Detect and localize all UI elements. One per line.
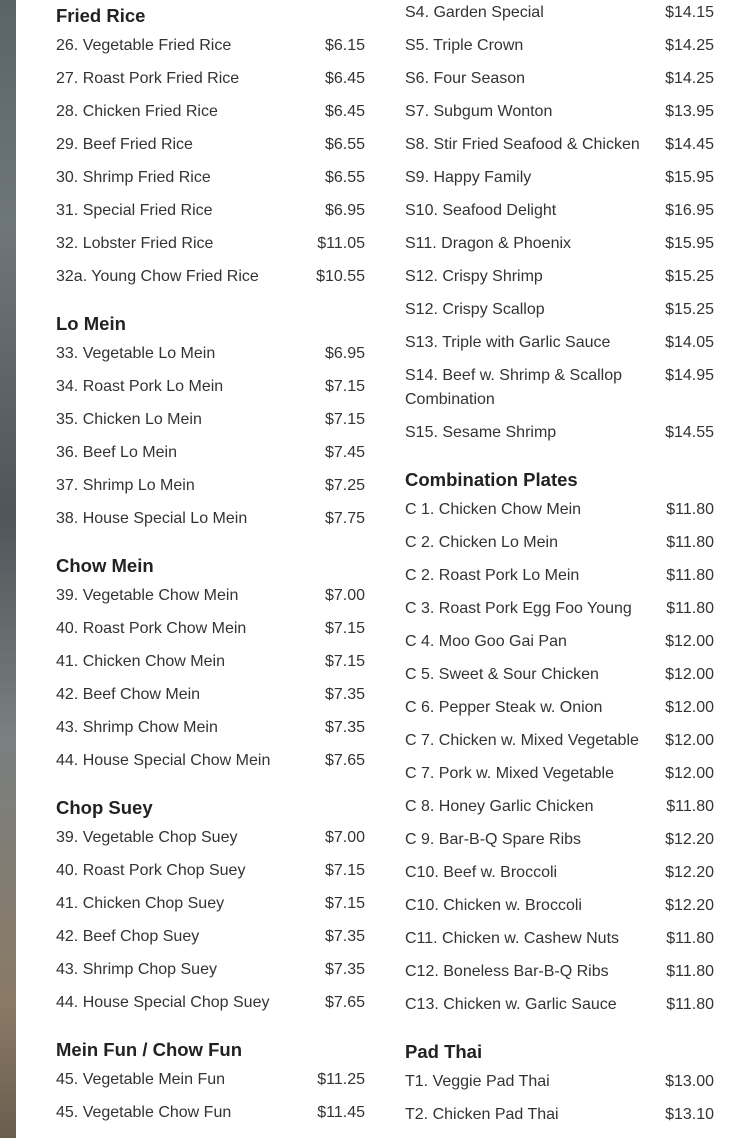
item-name: 42. Beef Chow Mein (56, 686, 201, 703)
menu-item (405, 1, 714, 25)
item-price: $14.25 (665, 70, 714, 87)
item-price: $15.25 (665, 268, 714, 285)
section-title: Combination Plates (405, 469, 578, 490)
item-name: S10. Seafood Delight (405, 202, 557, 219)
item-price: $12.20 (665, 864, 714, 881)
menu-item (56, 133, 365, 157)
item-price: $14.25 (665, 37, 714, 54)
menu-item (405, 531, 714, 555)
menu-item (56, 859, 365, 883)
item-name: 40. Roast Pork Chow Mein (56, 620, 247, 637)
menu-item (405, 265, 714, 289)
item-price: $7.65 (324, 752, 365, 769)
item-price: $11.80 (666, 930, 714, 947)
menu-item (405, 298, 714, 322)
menu-item (56, 584, 365, 608)
item-name: C13. Chicken w. Garlic Sauce (405, 996, 617, 1013)
item-name: 43. Shrimp Chow Mein (56, 719, 218, 736)
item-name: 35. Chicken Lo Mein (56, 411, 202, 428)
item-name: 41. Chicken Chow Mein (56, 653, 225, 670)
menu-item (405, 133, 714, 157)
menu-item (405, 498, 714, 522)
item-name: C 5. Sweet & Sour Chicken (405, 666, 599, 683)
menu-item (56, 34, 365, 58)
section-chow-mein (56, 554, 365, 773)
item-name: 30. Shrimp Fried Rice (56, 169, 211, 186)
item-name: 41. Chicken Chop Suey (56, 895, 225, 912)
item-price: $11.80 (666, 996, 714, 1013)
item-name: C 1. Chicken Chow Mein (405, 501, 582, 518)
item-price: $7.25 (324, 477, 365, 494)
item-price: $7.15 (324, 620, 365, 637)
item-price: $13.95 (665, 103, 714, 120)
section-title: Mein Fun / Chow Fun (56, 1039, 242, 1060)
menu-item (56, 474, 365, 498)
item-price: $15.95 (665, 235, 714, 252)
item-name: C12. Boneless Bar-B-Q Ribs (405, 963, 609, 980)
item-name: 43. Shrimp Chop Suey (56, 961, 217, 978)
menu-item (56, 408, 365, 432)
item-price: $12.00 (665, 699, 714, 716)
section-title: Chow Mein (56, 555, 154, 576)
menu-item (405, 828, 714, 852)
item-price: $7.15 (324, 862, 365, 879)
item-name: 38. House Special Lo Mein (56, 510, 248, 527)
item-name: S9. Happy Family (405, 169, 532, 186)
menu-item (405, 34, 714, 58)
menu-item (405, 331, 714, 355)
menu-item (405, 663, 714, 687)
item-name: 31. Special Fried Rice (56, 202, 213, 219)
item-price: $14.05 (665, 334, 714, 351)
item-name: C 4. Moo Goo Gai Pan (405, 633, 567, 650)
menu-item (56, 1068, 365, 1092)
section-title: Fried Rice (56, 5, 146, 26)
item-price: $12.00 (665, 633, 714, 650)
item-price: $6.15 (324, 37, 365, 54)
item-price: $11.80 (666, 798, 714, 815)
menu-item (405, 166, 714, 190)
item-name: 27. Roast Pork Fried Rice (56, 70, 240, 87)
item-name: 39. Vegetable Chop Suey (56, 829, 238, 846)
menu-item (56, 199, 365, 223)
item-price: $6.95 (324, 345, 365, 362)
menu-column-left (56, 4, 365, 1134)
menu-item (56, 925, 365, 949)
item-name: C 7. Pork w. Mixed Vegetable (405, 765, 614, 782)
item-name: 45. Vegetable Mein Fun (56, 1071, 226, 1088)
item-name: 37. Shrimp Lo Mein (56, 477, 195, 494)
item-price: $14.45 (665, 136, 714, 153)
menu-item (56, 716, 365, 740)
item-price: $12.00 (665, 666, 714, 683)
menu-item (405, 861, 714, 885)
item-price: $7.00 (324, 587, 365, 604)
item-price: $6.45 (324, 103, 365, 120)
item-price: $14.55 (665, 424, 714, 441)
menu-item (56, 100, 365, 124)
item-name: 42. Beef Chop Suey (56, 928, 200, 945)
menu-item (56, 892, 365, 916)
item-price: $11.25 (317, 1071, 365, 1088)
menu-item (56, 683, 365, 707)
item-name: 28. Chicken Fried Rice (56, 103, 218, 120)
item-name: 34. Roast Pork Lo Mein (56, 378, 224, 395)
item-name: C 8. Honey Garlic Chicken (405, 798, 594, 815)
item-name: C11. Chicken w. Cashew Nuts (405, 930, 620, 947)
menu-item (405, 696, 714, 720)
section-title: Chop Suey (56, 797, 153, 818)
section-fried-rice (56, 4, 365, 289)
item-name: 32a. Young Chow Fried Rice (56, 268, 259, 285)
item-price: $12.20 (665, 831, 714, 848)
item-price: $7.75 (324, 510, 365, 527)
menu-item (405, 364, 714, 412)
menu-item (56, 507, 365, 531)
menu-item (56, 826, 365, 850)
item-name: 44. House Special Chop Suey (56, 994, 270, 1011)
item-price: $7.35 (324, 961, 365, 978)
item-name: T2. Chicken Pad Thai (405, 1106, 559, 1123)
item-name: S11. Dragon & Phoenix (405, 235, 572, 252)
menu-item (405, 729, 714, 753)
item-price: $12.00 (665, 732, 714, 749)
section-title: Pad Thai (405, 1041, 483, 1062)
item-price: $7.35 (324, 928, 365, 945)
background-photo-strip (0, 0, 16, 1138)
item-name: T1. Veggie Pad Thai (405, 1073, 550, 1090)
item-name: S7. Subgum Wonton (405, 103, 553, 120)
item-name: 44. House Special Chow Mein (56, 752, 271, 769)
item-price: $7.15 (324, 895, 365, 912)
item-price: $11.80 (666, 600, 714, 617)
menu-item (405, 795, 714, 819)
item-name: 32. Lobster Fried Rice (56, 235, 214, 252)
item-name: 36. Beef Lo Mein (56, 444, 177, 461)
item-price: $13.10 (665, 1106, 714, 1123)
menu-item (405, 993, 714, 1017)
menu-item (405, 1070, 714, 1094)
item-name: C 6. Pepper Steak w. Onion (405, 699, 603, 716)
item-name: 29. Beef Fried Rice (56, 136, 193, 153)
menu-item (56, 441, 365, 465)
menu-item (56, 166, 365, 190)
item-price: $7.15 (324, 653, 365, 670)
item-name: C 2. Roast Pork Lo Mein (405, 567, 580, 584)
item-name: 39. Vegetable Chow Mein (56, 587, 239, 604)
item-name: C 2. Chicken Lo Mein (405, 534, 558, 551)
menu-item (405, 232, 714, 256)
menu-item (405, 960, 714, 984)
item-name: C10. Beef w. Broccoli (405, 864, 558, 881)
item-name: 45. Vegetable Chow Fun (56, 1104, 232, 1121)
item-name: S14. Beef w. Shrimp & Scallop Combination (405, 367, 622, 408)
item-price: $14.15 (665, 4, 714, 21)
item-price: $11.80 (666, 534, 714, 551)
item-price: $11.05 (317, 235, 365, 252)
item-name: 26. Vegetable Fried Rice (56, 37, 232, 54)
item-price: $12.00 (665, 765, 714, 782)
menu-item (56, 342, 365, 366)
item-price: $7.15 (324, 378, 365, 395)
menu-item (405, 762, 714, 786)
item-price: $15.95 (665, 169, 714, 186)
menu-item (56, 232, 365, 256)
item-name: 40. Roast Pork Chop Suey (56, 862, 246, 879)
section-mein-fun-chow-fun (56, 1038, 365, 1125)
item-name: S15. Sesame Shrimp (405, 424, 557, 441)
item-name: C 9. Bar-B-Q Spare Ribs (405, 831, 582, 848)
menu-item (56, 958, 365, 982)
menu-item (56, 991, 365, 1015)
item-price: $11.80 (666, 501, 714, 518)
item-price: $11.45 (317, 1104, 365, 1121)
item-name: S12. Crispy Scallop (405, 301, 545, 318)
menu-item (56, 650, 365, 674)
item-price: $15.25 (665, 301, 714, 318)
item-price: $6.55 (324, 169, 365, 186)
item-price: $13.00 (665, 1073, 714, 1090)
item-name: S13. Triple with Garlic Sauce (405, 334, 611, 351)
item-price: $12.20 (665, 897, 714, 914)
menu-item (405, 564, 714, 588)
menu-item (56, 1101, 365, 1125)
menu-item (405, 927, 714, 951)
item-price: $16.95 (665, 202, 714, 219)
item-price: $7.00 (324, 829, 365, 846)
item-name: 33. Vegetable Lo Mein (56, 345, 216, 362)
section-combination-plates (405, 468, 714, 1017)
section-title: Lo Mein (56, 313, 126, 334)
section-chop-suey (56, 796, 365, 1015)
item-price: $7.15 (324, 411, 365, 428)
menu-item (56, 749, 365, 773)
item-price: $6.45 (324, 70, 365, 87)
item-price: $14.95 (665, 367, 714, 384)
menu-item (56, 375, 365, 399)
item-name: S6. Four Season (405, 70, 526, 87)
menu-item (405, 199, 714, 223)
item-price: $11.80 (666, 567, 714, 584)
item-name: C 3. Roast Pork Egg Foo Young (405, 600, 632, 617)
item-name: S8. Stir Fried Seafood & Chicken (405, 136, 640, 153)
item-price: $6.55 (324, 136, 365, 153)
item-price: $7.65 (324, 994, 365, 1011)
item-price: $6.95 (324, 202, 365, 219)
menu-item (56, 617, 365, 641)
item-price: $11.80 (666, 963, 714, 980)
item-name: C 7. Chicken w. Mixed Vegetable (405, 732, 639, 749)
menu-item (405, 421, 714, 445)
item-price: $7.35 (324, 719, 365, 736)
menu-item (405, 100, 714, 124)
menu-item (405, 630, 714, 654)
section-lo-mein (56, 312, 365, 531)
item-name: S5. Triple Crown (405, 37, 524, 54)
menu-item (56, 265, 365, 289)
item-name: C10. Chicken w. Broccoli (405, 897, 582, 914)
item-price: $7.35 (324, 686, 365, 703)
menu-item (405, 1103, 714, 1127)
menu-column-right (405, 1, 714, 1136)
menu-item (56, 67, 365, 91)
section-pad-thai (405, 1040, 714, 1127)
item-name: S4. Garden Special (405, 4, 544, 21)
menu-item (405, 67, 714, 91)
item-price: $7.45 (324, 444, 365, 461)
section-house-specials (405, 1, 714, 445)
item-price: $10.55 (316, 268, 365, 285)
menu-item (405, 597, 714, 621)
menu-item (405, 894, 714, 918)
item-name: S12. Crispy Shrimp (405, 268, 543, 285)
